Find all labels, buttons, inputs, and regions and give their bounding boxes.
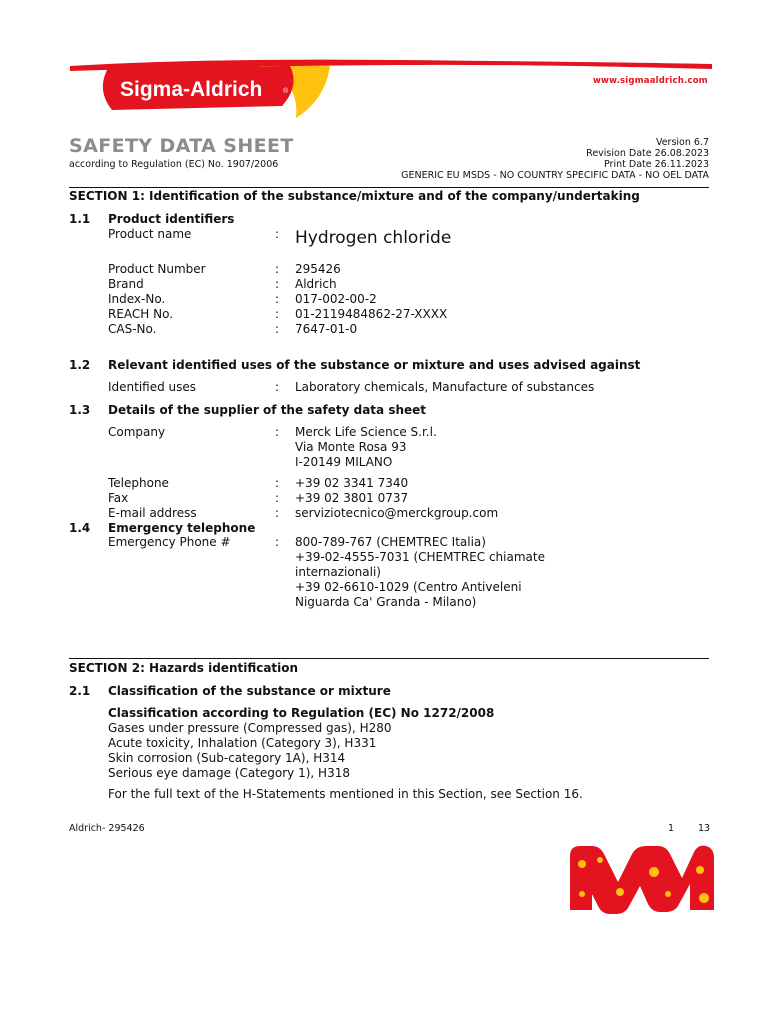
brand-trademark: ® bbox=[283, 88, 289, 95]
classification-item: Skin corrosion (Sub-category 1A), H314 bbox=[108, 751, 346, 765]
document-title: SAFETY DATA SHEET bbox=[69, 135, 294, 157]
colon: : bbox=[275, 425, 280, 439]
colon: : bbox=[275, 476, 280, 490]
subsection-heading: Emergency telephone bbox=[108, 521, 256, 535]
footer-product-ref: Aldrich- 295426 bbox=[69, 823, 145, 834]
product-name-label: Product name bbox=[108, 227, 192, 241]
field-label: Product Number bbox=[108, 262, 206, 276]
colon: : bbox=[275, 307, 280, 321]
field-label: Brand bbox=[108, 277, 144, 291]
colon: : bbox=[275, 535, 280, 549]
classification-item: Gases under pressure (Compressed gas), H280 bbox=[108, 721, 392, 735]
emergency-line: +39 02-6610-1029 (Centro Antiveleni bbox=[295, 580, 522, 594]
emergency-line: Niguarda Ca' Granda - Milano) bbox=[295, 595, 477, 609]
colon: : bbox=[275, 322, 280, 336]
merck-logo bbox=[570, 842, 714, 914]
company-label: Company bbox=[108, 425, 166, 439]
emergency-line: 800-789-767 (CHEMTREC Italia) bbox=[295, 535, 486, 549]
field-value: 295426 bbox=[295, 262, 341, 276]
product-name: Hydrogen chloride bbox=[295, 228, 452, 248]
generic-note: GENERIC EU MSDS - NO COUNTRY SPECIFIC DATA - NO OEL DATA bbox=[401, 170, 709, 181]
field-value: 01-2119484862-27-XXXX bbox=[295, 307, 448, 321]
subsection-number: 2.1 bbox=[69, 684, 91, 698]
fax-value: +39 02 3801 0737 bbox=[295, 491, 409, 505]
h-statements-note: For the full text of the H-Statements mentioned in this Section, see Section 16. bbox=[108, 787, 583, 801]
email-label: E-mail address bbox=[108, 506, 197, 520]
telephone-label: Telephone bbox=[108, 476, 169, 490]
colon: : bbox=[275, 277, 280, 291]
document-subtitle: according to Regulation (EC) No. 1907/2006 bbox=[69, 159, 279, 170]
emergency-phone-label: Emergency Phone # bbox=[108, 535, 231, 549]
company-city: I-20149 MILANO bbox=[295, 455, 393, 469]
field-label: REACH No. bbox=[108, 307, 174, 321]
classification-item: Acute toxicity, Inhalation (Category 3), H331 bbox=[108, 736, 377, 750]
sigma-aldrich-logo bbox=[0, 0, 768, 130]
colon: : bbox=[275, 506, 280, 520]
subsection-number: 1.3 bbox=[69, 403, 91, 417]
page-number: 1 bbox=[668, 823, 675, 834]
company-address: Via Monte Rosa 93 bbox=[295, 440, 407, 454]
field-value: Aldrich bbox=[295, 277, 337, 291]
subsection-heading: Relevant identified uses of the substance or mixture and uses advised against bbox=[108, 358, 641, 372]
version-text: Version 6.7 bbox=[655, 137, 709, 148]
print-date: Print Date 26.11.2023 bbox=[604, 159, 709, 170]
section-divider bbox=[69, 658, 709, 659]
subsection-number: 1.2 bbox=[69, 358, 91, 372]
section-2-title: SECTION 2: Hazards identification bbox=[69, 661, 299, 675]
colon: : bbox=[275, 491, 280, 505]
classification-heading: Classification according to Regulation (EC) No 1272/2008 bbox=[108, 706, 495, 720]
subsection-heading: Details of the supplier of the safety data sheet bbox=[108, 403, 427, 417]
identified-uses-value: Laboratory chemicals, Manufacture of substances bbox=[295, 380, 595, 394]
colon: : bbox=[275, 227, 280, 241]
website-url[interactable]: www.sigmaaldrich.com bbox=[593, 76, 708, 86]
subsection-heading: Classification of the substance or mixture bbox=[108, 684, 391, 698]
telephone-value: +39 02 3341 7340 bbox=[295, 476, 409, 490]
brand-logo-text: Sigma-Aldrich bbox=[120, 78, 263, 101]
colon: : bbox=[275, 262, 280, 276]
revision-date: Revision Date 26.08.2023 bbox=[586, 148, 709, 159]
field-value: 7647-01-0 bbox=[295, 322, 358, 336]
subsection-number: 1.1 bbox=[69, 212, 91, 226]
company-name: Merck Life Science S.r.l. bbox=[295, 425, 437, 439]
page-total: 13 bbox=[698, 823, 711, 834]
section-1-title: SECTION 1: Identification of the substance/mixture and of the company/undertaking bbox=[69, 189, 640, 203]
colon: : bbox=[275, 380, 280, 394]
subsection-heading: Product identifiers bbox=[108, 212, 235, 226]
field-value: 017-002-00-2 bbox=[295, 292, 377, 306]
fax-label: Fax bbox=[108, 491, 129, 505]
emergency-line: +39-02-4555-7031 (CHEMTREC chiamate bbox=[295, 550, 545, 564]
field-label: CAS-No. bbox=[108, 322, 157, 336]
colon: : bbox=[275, 292, 280, 306]
section-divider bbox=[69, 187, 709, 188]
email-link[interactable]: serviziotecnico@merckgroup.com bbox=[295, 506, 499, 520]
field-label: Index-No. bbox=[108, 292, 166, 306]
identified-uses-label: Identified uses bbox=[108, 380, 197, 394]
classification-item: Serious eye damage (Category 1), H318 bbox=[108, 766, 350, 780]
emergency-line: internazionali) bbox=[295, 565, 381, 579]
subsection-number: 1.4 bbox=[69, 521, 91, 535]
